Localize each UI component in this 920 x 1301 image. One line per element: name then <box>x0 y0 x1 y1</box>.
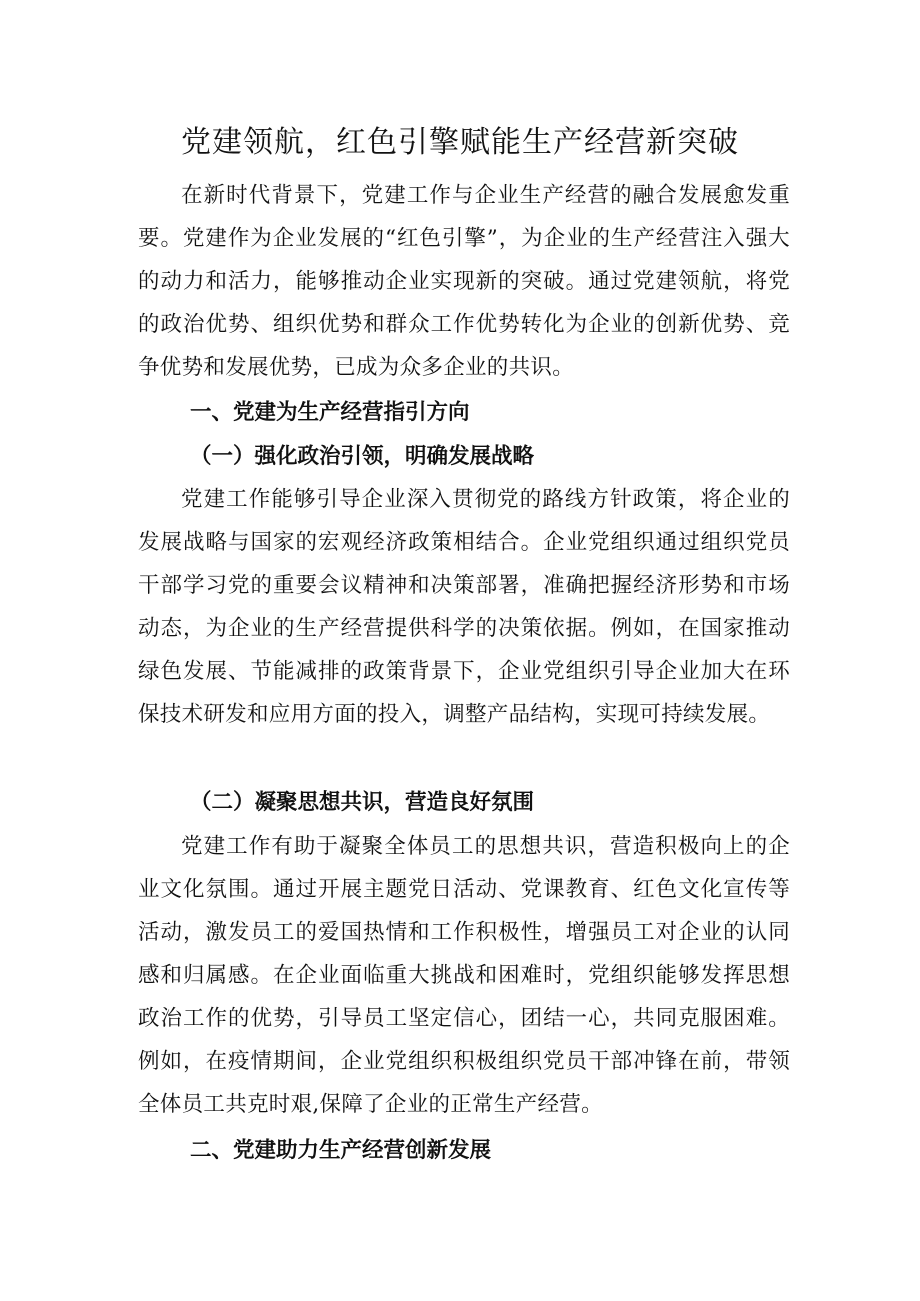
section-1-heading: 一、党建为生产经营指引方向 <box>190 400 470 425</box>
subsection-2-paragraph: 党建工作有助于凝聚全体员工的思想共识，营造积极向上的企业文化氛围。通过开展主题党日活动、党课教育、红色文化宣传等活动，激发员工的爱国热情和工作积极性，增强员工对企业的认同感和归属感。在企业面临重大挑战和困难时，党组织能够发挥思想政治工作的优势，引导员工坚定信心，团结一心，共同克服困难。例如，在疫情期间，企业党组织积极组织党员干部冲锋在前，带领全体员工共克时艰,保障了企业的正常生产经营。 <box>138 834 790 1117</box>
document-title: 党建领航，红色引擎赋能生产经营新突破 <box>181 125 739 160</box>
subsection-1-paragraph: 党建工作能够引导企业深入贯彻党的路线方针政策，将企业的发展战略与国家的宏观经济政策相结合。企业党组织通过组织党员干部学习党的重要会议精神和决策部署，准确把握经济形势和市场动态，为企业的生产经营提供科学的决策依据。例如，在国家推动绿色发展、节能减排的政策背景下，企业党组织引导企业加大在环保技术研发和应用方面的投入，调整产品结构，实现可持续发展。 <box>138 487 790 727</box>
subsection-1-heading: （一）强化政治引领，明确发展战略 <box>190 444 535 469</box>
intro-paragraph: 在新时代背景下，党建工作与企业生产经营的融合发展愈发重要。党建作为企业发展的“红色引擎”，为企业的生产经营注入强大的动力和活力，能够推动企业实现新的突破。通过党建领航，将党的政治优势、组织优势和群众工作优势转化为企业的创新优势、竞争优势和发展优势，已成为众多企业的共识。 <box>138 183 790 380</box>
subsection-2-heading: （二）凝聚思想共识，营造良好氛围 <box>190 790 535 815</box>
section-2-heading: 二、党建助力生产经营创新发展 <box>190 1138 492 1163</box>
